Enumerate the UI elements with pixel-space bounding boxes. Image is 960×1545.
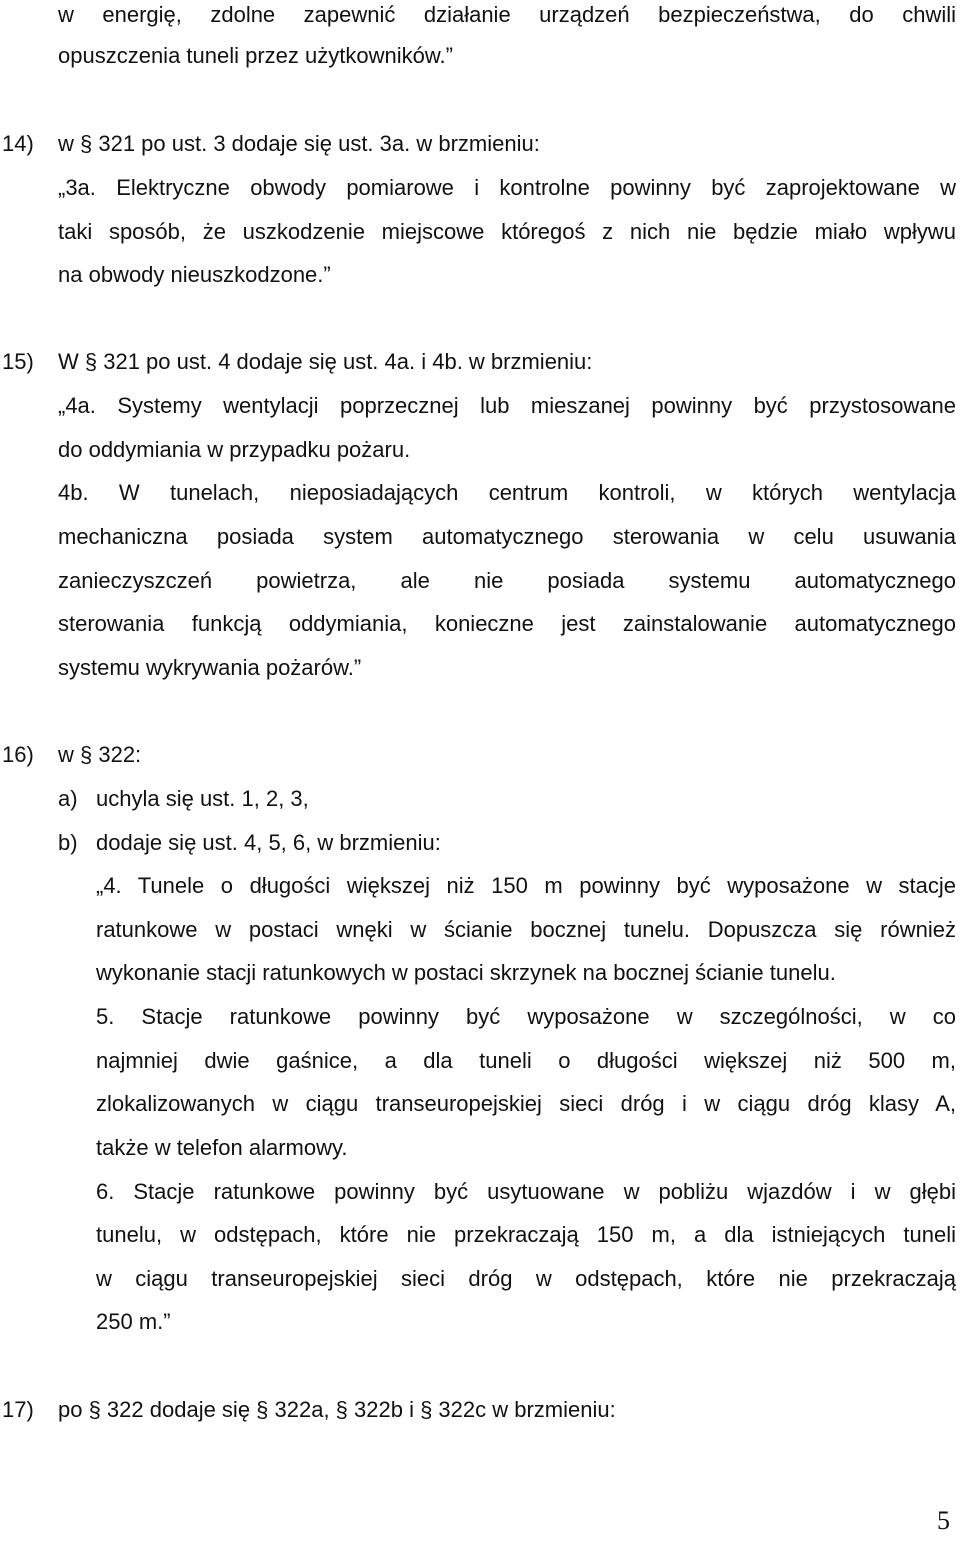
item-16-a-label: a) (58, 786, 78, 811)
item-16-p5-line-2: najmniej dwie gaśnice, a dla tuneli o długości większej niż 500 m, (96, 1048, 956, 1073)
item-15-p4a-line-1: „4a. Systemy wentylacji poprzecznej lub mieszanej powinny być przystosowane (58, 393, 956, 418)
item-16-p4-line-1: „4. Tunele o długości większej niż 150 m powinny być wyposażone w stacje (96, 873, 956, 898)
item-16-p6-line-2: tunelu, w odstępach, które nie przekraczają 150 m, a dla istniejących tuneli (96, 1222, 956, 1247)
item-16-heading: w § 322: (58, 742, 142, 767)
item-15-p4b-line-5: systemu wykrywania pożarów.” (58, 655, 362, 680)
item-17-heading: po § 322 dodaje się § 322a, § 322b i § 322c w brzmieniu: (58, 1397, 616, 1422)
item-16-p6-line-4: 250 m.” (96, 1309, 171, 1334)
item-15-p4b-line-2: mechaniczna posiada system automatycznego sterowania w celu usuwania (58, 524, 956, 549)
intro-line-1: w energię, zdolne zapewnić działanie urządzeń bezpieczeństwa, do chwili (58, 2, 956, 27)
item-16-b-label: b) (58, 830, 78, 855)
item-16-p4-line-3: wykonanie stacji ratunkowych w postaci skrzynek na bocznej ścianie tunelu. (96, 960, 836, 985)
intro-line-2: opuszczenia tuneli przez użytkowników.” (58, 43, 453, 68)
item-14-heading: w § 321 po ust. 3 dodaje się ust. 3a. w brzmieniu: (58, 131, 540, 156)
item-15-heading: W § 321 po ust. 4 dodaje się ust. 4a. i 4b. w brzmieniu: (58, 349, 593, 374)
item-15-p4a-line-2: do oddymiania w przypadku pożaru. (58, 437, 411, 462)
item-16-number: 16) (2, 742, 34, 767)
item-15-p4b-line-1: 4b. W tunelach, nieposiadających centrum kontroli, w których wentylacja (58, 480, 956, 505)
item-15-p4b-line-3: zanieczyszczeń powietrza, ale nie posiada systemu automatycznego (58, 568, 956, 593)
page-number: 5 (937, 1506, 950, 1535)
item-14-line-3: na obwody nieuszkodzone.” (58, 262, 331, 287)
item-14-line-1: „3a. Elektryczne obwody pomiarowe i kontrolne powinny być zaprojektowane w (58, 175, 956, 200)
item-16-p6-line-3: w ciągu transeuropejskiej sieci dróg w odstępach, które nie przekraczają (96, 1266, 956, 1291)
item-16-p5-line-4: także w telefon alarmowy. (96, 1135, 348, 1160)
item-16-p4-line-2: ratunkowe w postaci wnęki w ścianie bocznej tunelu. Dopuszcza się również (96, 917, 956, 942)
item-15-p4b-line-4: sterowania funkcją oddymiania, konieczne jest zainstalowanie automatycznego (58, 611, 956, 636)
item-16-p5-line-3: zlokalizowanych w ciągu transeuropejskiej sieci dróg i w ciągu dróg klasy A, (96, 1091, 956, 1116)
item-17-number: 17) (2, 1397, 34, 1422)
item-15-number: 15) (2, 349, 34, 374)
item-16-p5-line-1: 5. Stacje ratunkowe powinny być wyposażone w szczególności, w co (96, 1004, 956, 1029)
item-14-line-2: taki sposób, że uszkodzenie miejscowe któregoś z nich nie będzie miało wpływu (58, 219, 956, 244)
item-16-p6-line-1: 6. Stacje ratunkowe powinny być usytuowane w pobliżu wjazdów i w głębi (96, 1179, 956, 1204)
item-14-number: 14) (2, 131, 34, 156)
item-16-a-text: uchyla się ust. 1, 2, 3, (96, 786, 309, 811)
item-16-b-text: dodaje się ust. 4, 5, 6, w brzmieniu: (96, 830, 441, 855)
